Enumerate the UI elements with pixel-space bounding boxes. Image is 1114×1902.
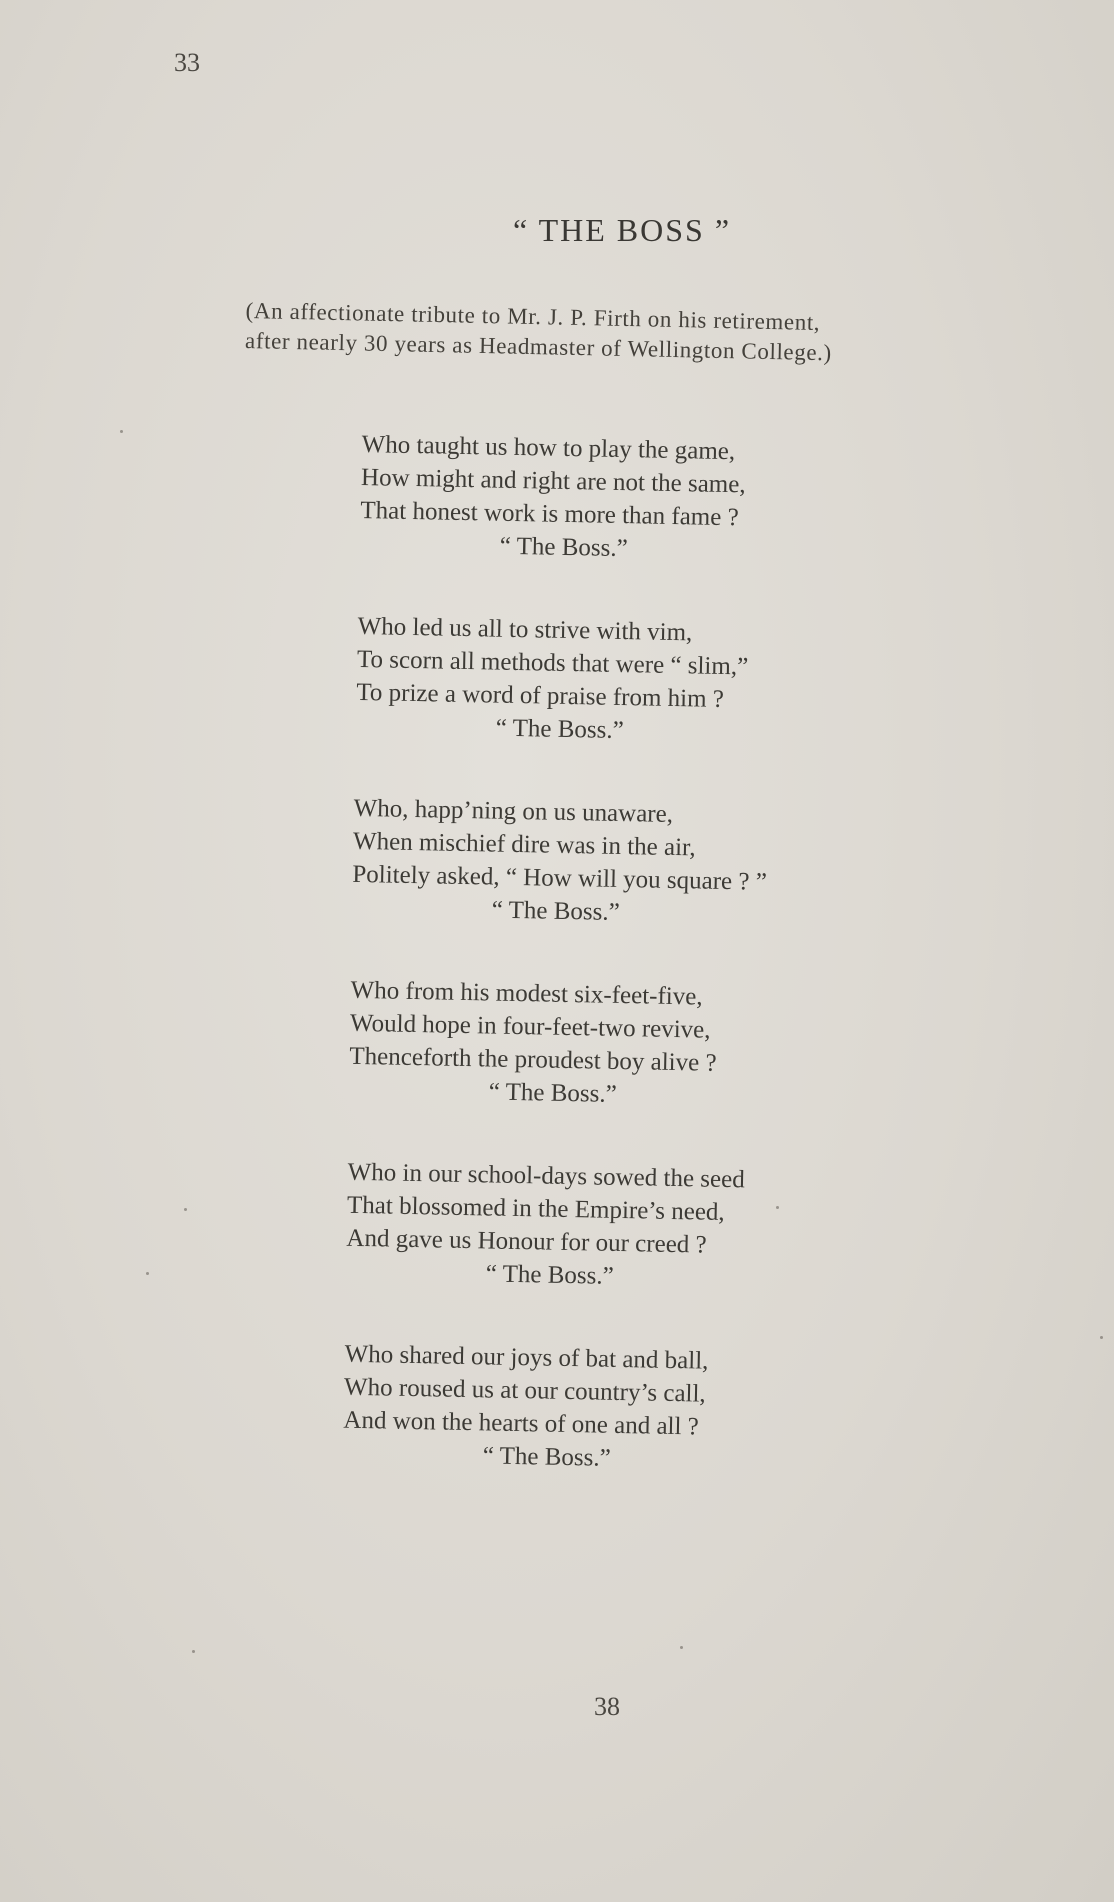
- poem-line: Who led us all to strive with vim,: [357, 612, 693, 647]
- poem-line: Would hope in four-feet-two revive,: [349, 1009, 711, 1044]
- top-page-number: 33: [174, 48, 200, 77]
- poem-refrain: “ The Boss.”: [495, 714, 624, 745]
- stanza-5: [345, 1156, 907, 1299]
- paper-speck: [192, 1650, 195, 1653]
- stanza-4: [348, 974, 910, 1117]
- poem-line: To scorn all methods that were “ slim,”: [356, 645, 749, 681]
- poem-line: Thenceforth the proudest boy alive ?: [349, 1042, 717, 1077]
- poem-refrain: “ The Boss.”: [482, 1442, 611, 1472]
- stanza-2: [355, 610, 917, 753]
- stanza-3: [351, 792, 913, 935]
- poem-subtitle: [245, 296, 1036, 373]
- poem-line: Who taught us how to play the game,: [361, 430, 736, 466]
- poem-body: [343, 428, 922, 1520]
- poem-line: Who, happ’ning on us unaware,: [353, 794, 674, 828]
- paper-speck: [120, 430, 123, 433]
- poem-refrain: “ The Boss.”: [488, 1078, 617, 1108]
- paper-speck: [184, 1208, 187, 1211]
- poem-refrain: “ The Boss.”: [499, 532, 628, 563]
- poem-line: When mischief dire was in the air,: [352, 827, 696, 862]
- poem-line: Who shared our joys of bat and ball,: [344, 1340, 709, 1375]
- poem-refrain: “ The Boss.”: [485, 1260, 614, 1290]
- poem-title: “ THE BOSS ”: [512, 212, 732, 248]
- stanza-6: [342, 1338, 904, 1481]
- poem-line: Who roused us at our country’s call,: [343, 1373, 706, 1408]
- paper-speck: [680, 1646, 683, 1649]
- paper-speck: [146, 1272, 149, 1275]
- subtitle-line-1: (An affectionate tribute to Mr. J. P. Firth on his retirement,: [245, 297, 821, 336]
- paper-speck: [1100, 1336, 1103, 1339]
- poem-line: Who in our school-days sowed the seed: [347, 1158, 746, 1194]
- poem-line: Who from his modest six-feet-five,: [350, 976, 703, 1011]
- paper-speck: [776, 1206, 779, 1209]
- stanza-1: [359, 428, 921, 571]
- bottom-page-number: 38: [594, 1692, 620, 1721]
- poem-line: To prize a word of praise from him ?: [356, 678, 725, 713]
- poem-line: How might and right are not the same,: [360, 463, 746, 499]
- subtitle-line-2: after nearly 30 years as Headmaster of Wellington College.): [244, 327, 833, 366]
- poem-refrain: “ The Boss.”: [491, 896, 620, 926]
- poem-line: That blossomed in the Empire’s need,: [346, 1191, 725, 1226]
- poem-line: That honest work is more than fame ?: [360, 496, 739, 532]
- poem-line: And won the hearts of one and all ?: [343, 1406, 700, 1441]
- poem-line: Politely asked, “ How will you square ? ”: [352, 860, 768, 896]
- poem-line: And gave us Honour for our creed ?: [346, 1224, 707, 1259]
